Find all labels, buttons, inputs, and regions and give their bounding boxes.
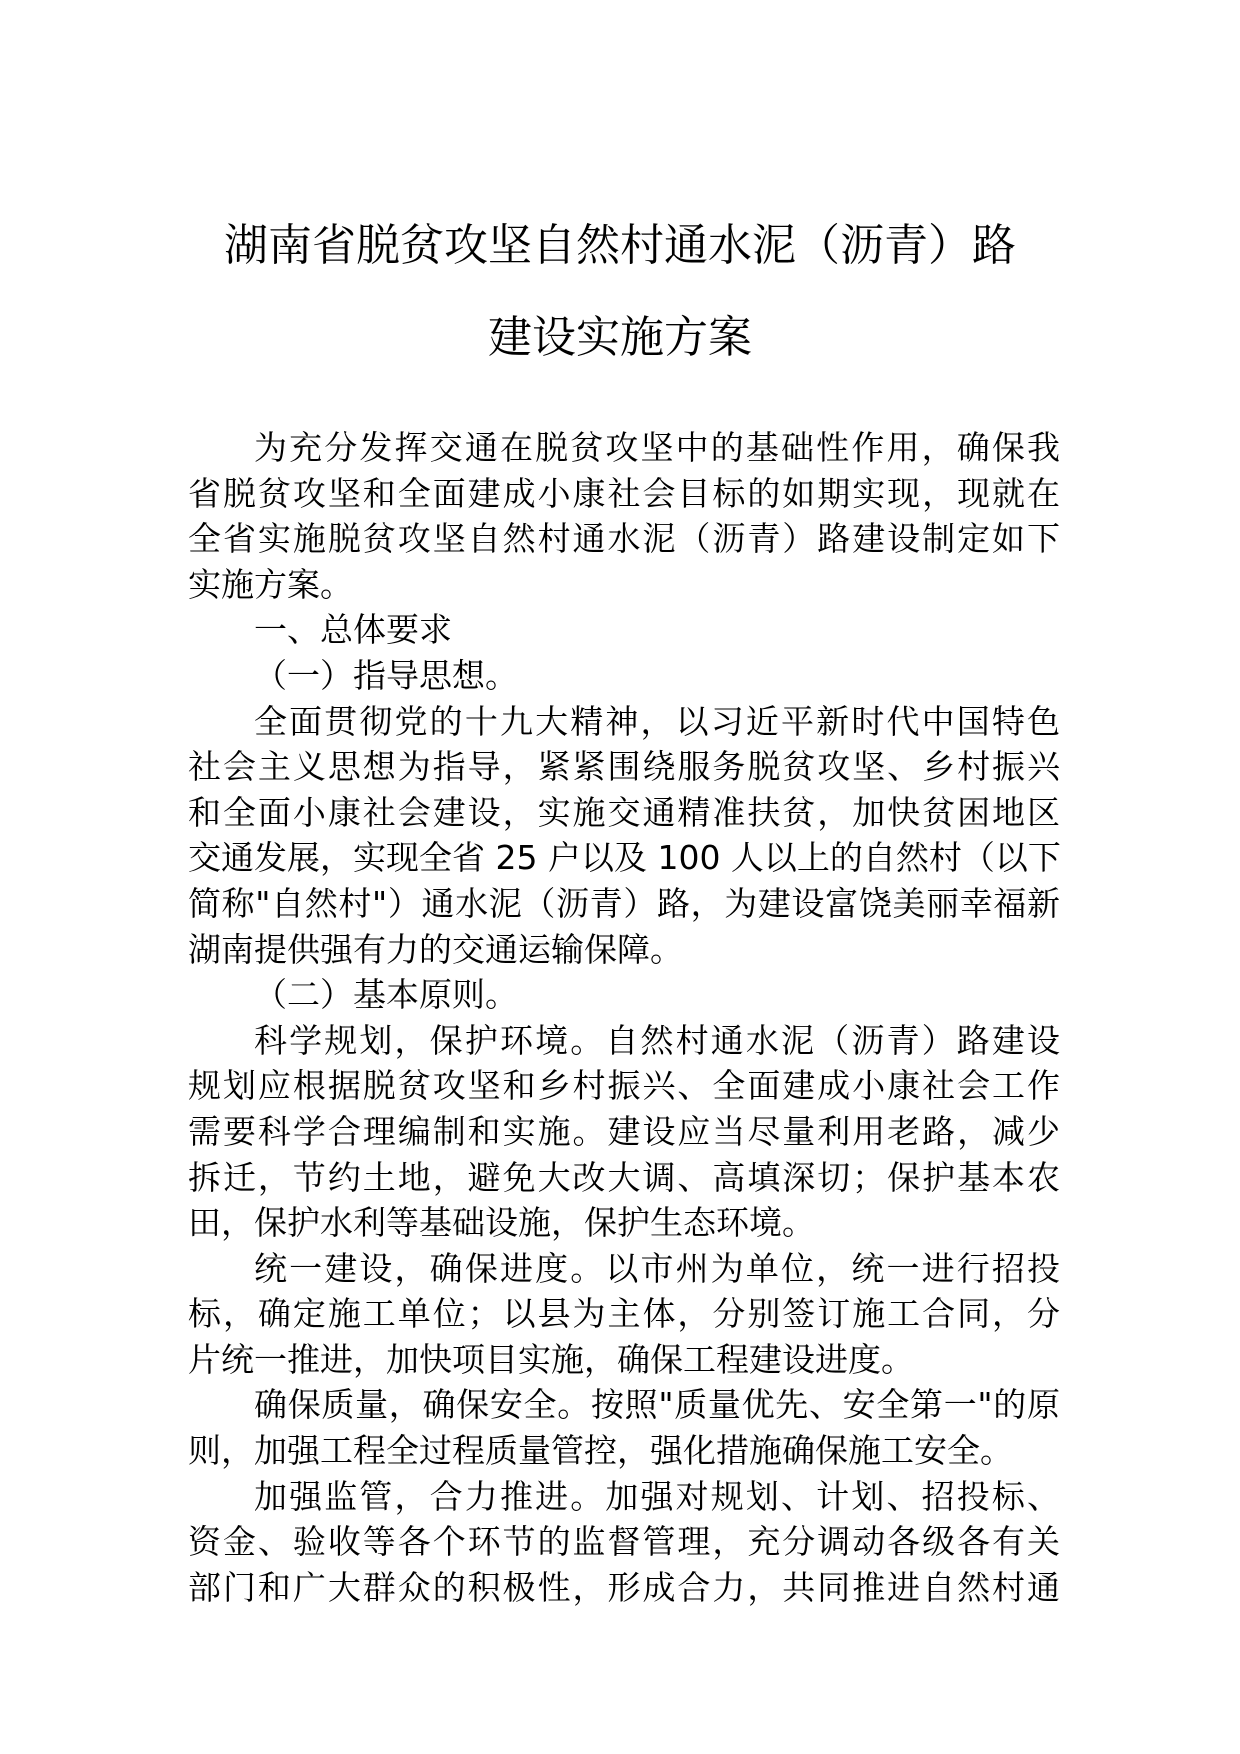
document-title-line-2: 建设实施方案 <box>488 312 752 363</box>
body-line: （一）指导思想。 <box>254 655 518 695</box>
body-line: 需要科学合理编制和实施。建设应当尽量利用老路，减少 <box>188 1111 1060 1151</box>
body-line: 和全面小康社会建设，实施交通精准扶贫，加快贫困地区 <box>188 792 1060 832</box>
body-line: 简称"自然村"）通水泥（沥青）路，为建设富饶美丽幸福新 <box>188 883 1060 923</box>
body-line: 为充分发挥交通在脱贫攻坚中的基础性作用，确保我 <box>254 428 1060 467</box>
body-line: 则，加强工程全过程质量管控，强化措施确保施工安全。 <box>188 1431 1013 1471</box>
body-line: 统一建设，确保进度。以市州为单位，统一进行招投 <box>254 1248 1060 1288</box>
body-line: 社会主义思想为指导，紧紧围绕服务脱贫攻坚、乡村振兴 <box>188 747 1060 787</box>
document-body <box>188 425 1060 1610</box>
body-line: 全省实施脱贫攻坚自然村通水泥（沥青）路建设制定如下 <box>188 519 1060 559</box>
body-line: 全面贯彻党的十九大精神，以习近平新时代中国特色 <box>254 701 1060 741</box>
body-line: 交通发展，实现全省 25 户以及 100 人以上的自然村（以下 <box>188 838 1061 878</box>
body-line: 部门和广大群众的积极性，形成合力，共同推进自然村通 <box>188 1567 1060 1607</box>
body-line: 资金、验收等各个环节的监督管理，充分调动各级各有关 <box>188 1522 1060 1562</box>
body-line: 湖南提供强有力的交通运输保障。 <box>188 929 683 969</box>
body-line: 加强监管，合力推进。加强对规划、计划、招投标、 <box>254 1476 1060 1516</box>
body-line: 规划应根据脱贫攻坚和乡村振兴、全面建成小康社会工作 <box>188 1066 1060 1106</box>
body-line: 省脱贫攻坚和全面建成小康社会目标的如期实现，现就在 <box>188 473 1060 513</box>
body-line: 实施方案。 <box>188 564 353 604</box>
body-line: （二）基本原则。 <box>254 975 518 1015</box>
document-title-line-1: 湖南省脱贫攻坚自然村通水泥（沥青）路 <box>224 220 1016 271</box>
body-line: 田，保护水利等基础设施，保护生态环境。 <box>188 1203 815 1243</box>
body-line: 科学规划，保护环境。自然村通水泥（沥青）路建设 <box>254 1020 1060 1060</box>
body-line: 拆迁，节约土地，避免大改大调、高填深切；保护基本农 <box>188 1157 1060 1197</box>
body-line: 确保质量，确保安全。按照"质量优先、安全第一"的原 <box>254 1385 1060 1425</box>
body-line: 一、总体要求 <box>254 610 452 650</box>
body-line: 片统一推进，加快项目实施，确保工程建设进度。 <box>188 1339 914 1379</box>
body-line: 标，确定施工单位；以县为主体，分别签订施工合同，分 <box>188 1294 1060 1334</box>
